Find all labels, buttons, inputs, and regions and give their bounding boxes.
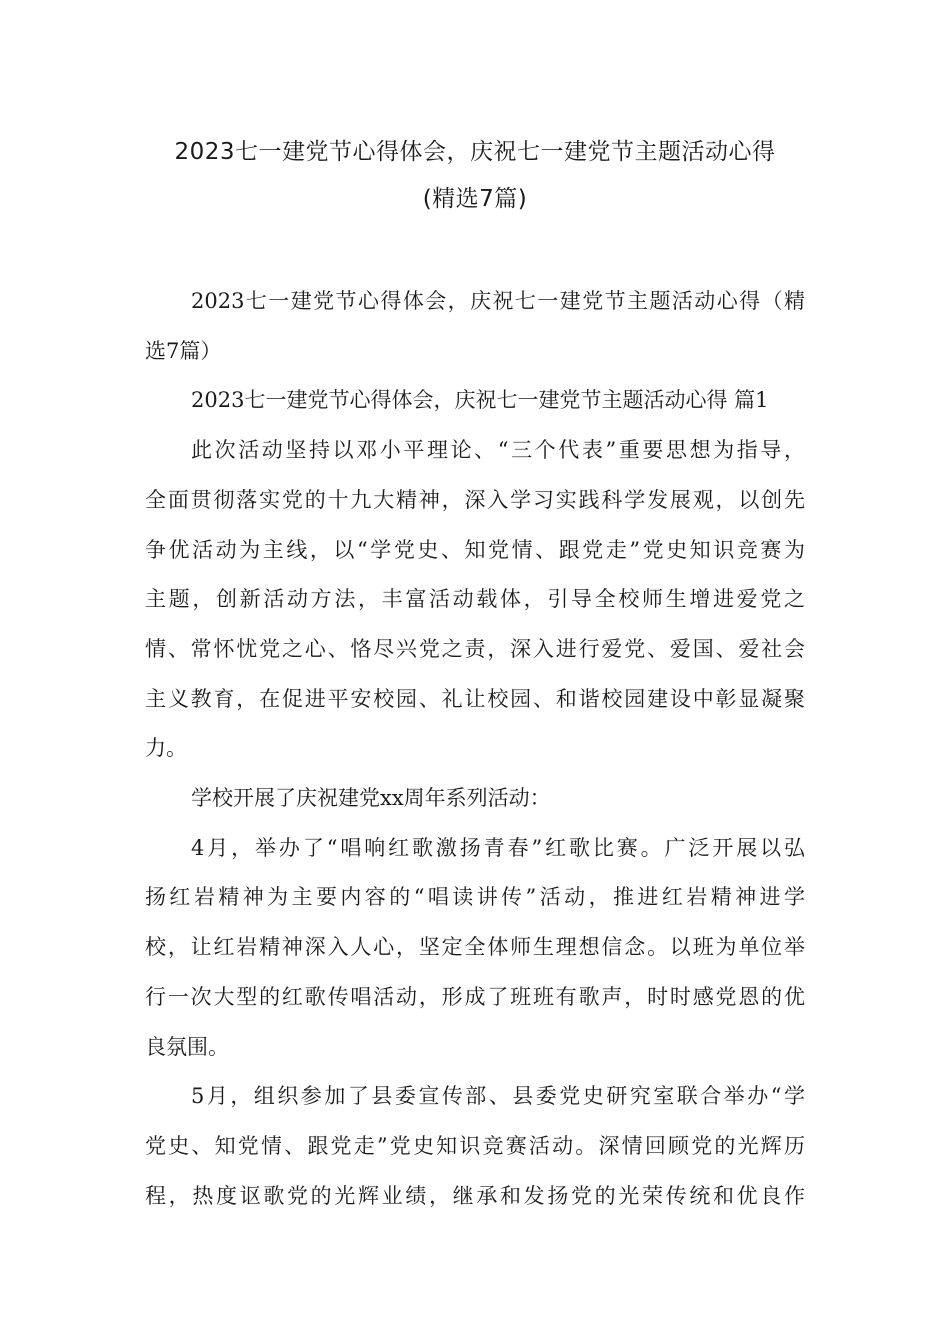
- body-line: 行一次大型的红歌传唱活动，形成了班班有歌声，时时感党恩的优: [145, 985, 805, 1009]
- body-line: 校，让红岩精神深入人心，坚定全体师生理想信念。以班为单位举: [145, 935, 805, 959]
- body-line: 2023七一建党节心得体会，庆祝七一建党节主题活动心得（精: [191, 289, 805, 313]
- body-line: 此次活动坚持以邓小平理论、“三个代表”重要思想为指导，: [191, 438, 805, 462]
- body-line: 主义教育，在促进平安校园、礼让校园、和谐校园建设中彰显凝聚: [145, 687, 805, 711]
- document-title-line1: 2023七一建党节心得体会，庆祝七一建党节主题活动心得: [174, 139, 776, 165]
- body-line: 党史、知党情、跟党走”党史知识竞赛活动。深情回顾党的光辉历: [145, 1134, 805, 1158]
- body-line: 主题，创新活动方法，丰富活动载体，引导全校师生增进爱党之: [145, 587, 805, 611]
- document-title-line2: (精选7篇): [422, 186, 528, 212]
- body-line: 良氛围。: [145, 1035, 229, 1059]
- body-line: 4月，举办了“唱响红歌激扬青春”红歌比赛。广泛开展以弘: [191, 836, 805, 860]
- body-line: 2023七一建党节心得体会，庆祝七一建党节主题活动心得 篇1: [191, 388, 769, 412]
- body-line: 5月，组织参加了县委宣传部、县委党史研究室联合举办“学: [191, 1084, 805, 1108]
- body-line: 学校开展了庆祝建党xx周年系列活动：: [191, 786, 551, 810]
- body-line: 情、常怀忧党之心、恪尽兴党之责，深入进行爱党、爱国、爱社会: [145, 637, 805, 661]
- body-line: 扬红岩精神为主要内容的“唱读讲传”活动，推进红岩精神进学: [145, 885, 805, 909]
- body-line: 选7篇）: [145, 339, 222, 363]
- body-line: 程，热度讴歌党的光辉业绩，继承和发扬党的光荣传统和优良作: [145, 1184, 805, 1208]
- body-line: 全面贯彻落实党的十九大精神，深入学习实践科学发展观，以创先: [145, 488, 805, 512]
- body-line: 争优活动为主线，以“学党史、知党情、跟党走”党史知识竞赛为: [145, 538, 805, 562]
- body-line: 力。: [145, 736, 187, 760]
